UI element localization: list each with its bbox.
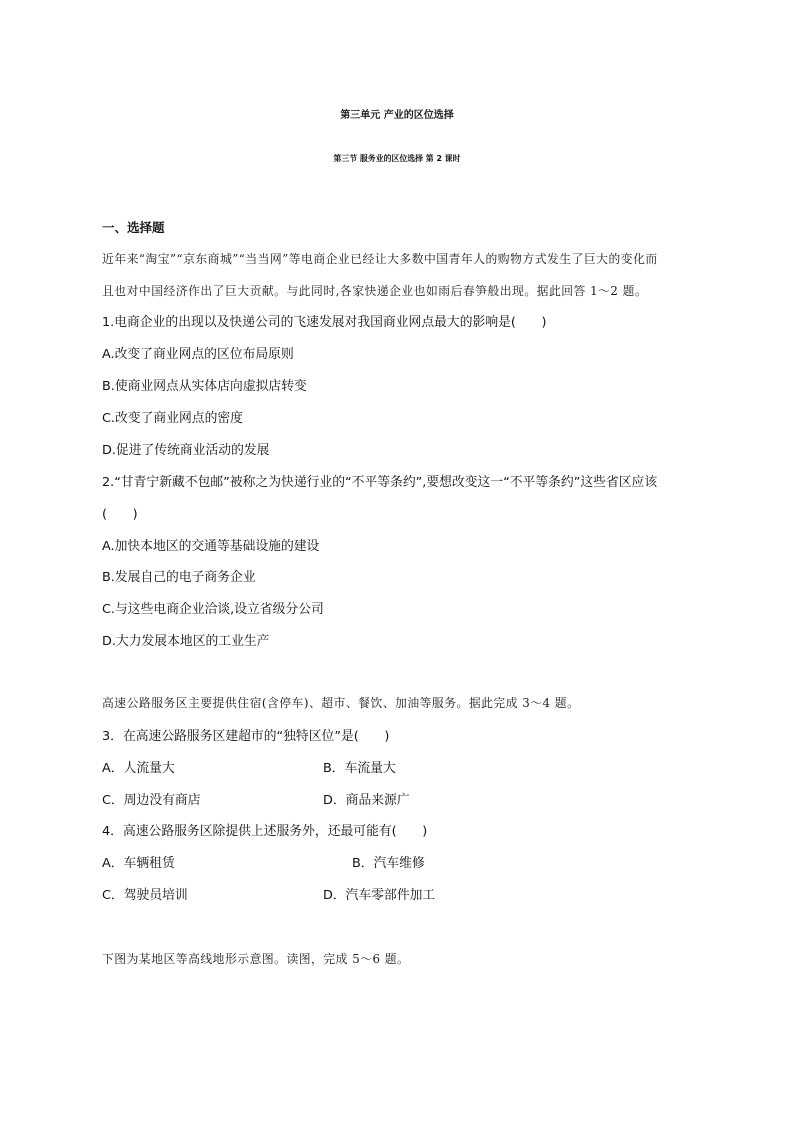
- question-1-option-a: A.改变了商业网点的区位布局原则: [102, 347, 294, 362]
- question-3-option-b: B．车流量大: [323, 761, 396, 776]
- question-2-stem-line-2: ( ): [102, 507, 138, 522]
- section-heading: 一、选择题: [102, 220, 165, 235]
- passage-1-line-2: 且也对中国经济作出了巨大贡献。与此同时,各家快递企业也如雨后春笋般出现。据此回答 1～2 题。: [102, 284, 648, 298]
- page-subtitle: 第三节 服务业的区位选择 第 2 课时: [333, 154, 461, 163]
- question-4-option-b: B．汽车维修: [352, 856, 425, 871]
- question-3-option-d: D．商品来源广: [323, 793, 410, 808]
- question-2-option-d: D.大力发展本地区的工业生产: [102, 634, 270, 649]
- question-1-option-d: D.促进了传统商业活动的发展: [102, 443, 270, 458]
- question-2-option-c: C.与这些电商企业洽谈,设立省级分公司: [102, 602, 324, 617]
- page-title: 第三单元 产业的区位选择: [340, 110, 454, 121]
- question-2-option-a: A.加快本地区的交通等基础设施的建设: [102, 539, 320, 554]
- question-1-option-b: B.使商业网点从实体店向虚拟店转变: [102, 379, 307, 394]
- passage-1-line-1: 近年来“淘宝”“京东商城”“当当网”等电商企业已经让大多数中国青年人的购物方式发生了巨大的变化而: [102, 252, 658, 266]
- question-4-option-c: C．驾驶员培训: [102, 888, 188, 903]
- passage-2-line-1: 高速公路服务区主要提供住宿(含停车)、超市、餐饮、加油等服务。据此完成 3～4 题。: [102, 696, 580, 710]
- passage-3-line-1: 下图为某地区等高线地形示意图。读图，完成 5～6 题。: [102, 952, 410, 966]
- question-1-option-c: C.改变了商业网点的密度: [102, 411, 243, 426]
- question-2-option-b: B.发展自己的电子商务企业: [102, 570, 256, 585]
- question-3-stem: 3．在高速公路服务区建超市的“独特区位”是( ): [102, 729, 390, 744]
- question-4-option-a: A．车辆租赁: [102, 856, 175, 871]
- question-1-stem: 1.电商企业的出现以及快递公司的飞速发展对我国商业网点最大的影响是( ): [102, 315, 547, 330]
- question-3-option-a: A．人流量大: [102, 761, 175, 776]
- question-4-stem: 4．高速公路服务区除提供上述服务外，还最可能有( ): [102, 824, 428, 839]
- question-4-option-d: D．汽车零部件加工: [323, 888, 436, 903]
- question-3-option-c: C．周边没有商店: [102, 793, 201, 808]
- question-2-stem-line-1: 2.“甘青宁新藏不包邮”被称之为快递行业的“不平等条约”,要想改变这一“不平等条约”这些省区应该: [102, 475, 658, 490]
